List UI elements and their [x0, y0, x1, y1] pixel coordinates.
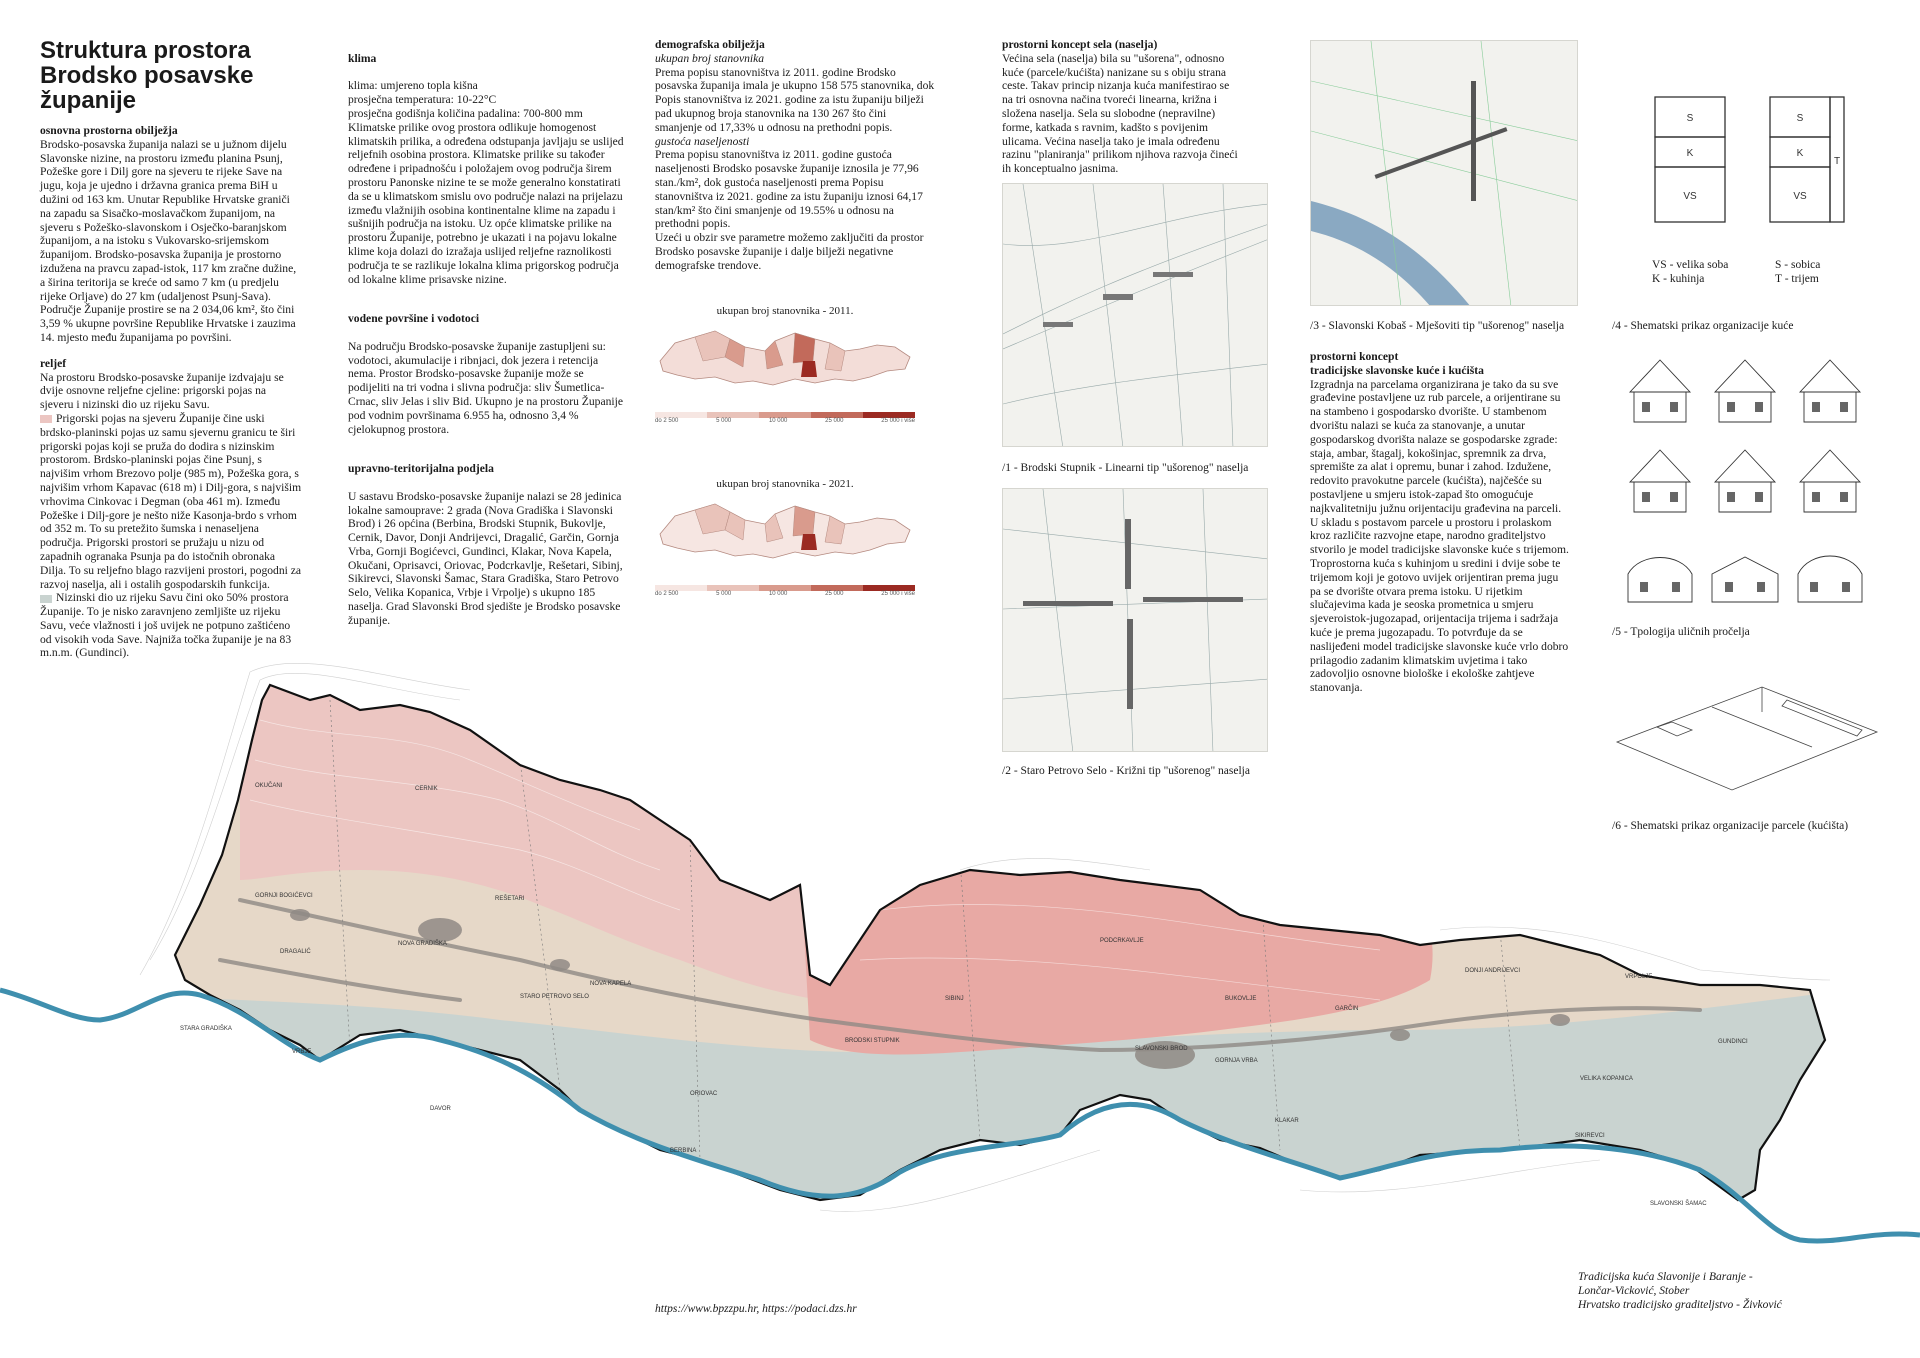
- svg-text:DRAGALIĆ: DRAGALIĆ: [280, 949, 311, 955]
- text-reljef: Na prostoru Brodsko-posavske županije izdvajaju se dvije osnovne reljefne cjeline: prigorski pojas na sjeveru i nizinski dio uz rijeku Savu.: [40, 370, 284, 412]
- svg-text:VS: VS: [1683, 191, 1697, 202]
- svg-text:DAVOR: DAVOR: [430, 1106, 451, 1112]
- svg-text:SLAVONSKI ŠAMAC: SLAVONSKI ŠAMAC: [1650, 1201, 1707, 1207]
- caption-2: /2 - Staro Petrovo Selo - Križni tip "ušorenog" naselja: [1002, 765, 1250, 777]
- svg-text:K: K: [1686, 148, 1694, 159]
- svg-text:VRPOLJE: VRPOLJE: [1625, 974, 1653, 980]
- svg-text:STARO PETROVO SELO: STARO PETROVO SELO: [520, 994, 589, 1000]
- caption-4: /4 - Shematski prikaz organizacije kuće: [1612, 320, 1794, 332]
- svg-text:S: S: [1686, 113, 1694, 124]
- map-brodski-stupnik: [1002, 183, 1268, 447]
- caption-3: /3 - Slavonski Kobaš - Mješoviti tip "ušorenog" naselja: [1310, 320, 1565, 332]
- caption-1: /1 - Brodski Stupnik - Linearni tip "ušorenog" naselja: [1002, 462, 1249, 474]
- svg-text:KLAKAR: KLAKAR: [1275, 1118, 1299, 1124]
- svg-text:CERNIK: CERNIK: [415, 786, 438, 792]
- column-klima: [348, 38, 626, 641]
- svg-text:K: K: [1796, 148, 1804, 159]
- plan-legend-left: VS - velika soba K - kuhinja: [1652, 259, 1729, 285]
- svg-text:BUKOVLJE: BUKOVLJE: [1225, 996, 1257, 1002]
- prigorski-swatch: [40, 415, 52, 423]
- svg-text:STARA GRADIŠKA: STARA GRADIŠKA: [180, 1026, 232, 1032]
- bibliography: Tradicijska kuća Slavonije i Baranje - Lončar-Vicković, Stober Hrvatsko tradicijsko graditeljstvo - Živković: [1578, 1271, 1782, 1311]
- heading-koncept-kuce-b: tradicijske slavonske kuće i kućišta: [1310, 363, 1484, 377]
- page-title: Struktura prostora Brodsko posavske županije: [40, 37, 254, 114]
- svg-text:GORNJI BOGIĆEVCI: GORNJI BOGIĆEVCI: [255, 893, 313, 899]
- svg-text:T: T: [1833, 156, 1841, 167]
- text-prigorski: Prigorski pojas na sjeveru Županije čine uski brdsko-planinski pojas uz samu sjevernu granicu te širi prigorski pojas koji se pruža do dodira s nizinskim prostorom. Brdsko-planinski pojas čine Psunj, s najvišim vrhom Brezovo polje (985 m), Požeška gora, s najvišim vrhom Kapavac (618 m) i Dilj-gora, s najvišim vrhovima Cinkovac i Degman (oba 461 m). Između Požeške i Dilj-gore je nešto niže Kasonja-brdo s vrhom od 352 m. To su pretežito šumska i nenaseljena područja. Prigorski prostori se pružaju u nizu od zapadnih ogranaka Psunja pa do istočnih obronaka Dilja. To su reljefno blago razvijeni prostori, pogodni za razvoj naselja, ali i ostalih gospodarskih funkcija.: [40, 411, 302, 591]
- heading-reljef: reljef: [40, 356, 67, 370]
- svg-text:SLAVONSKI BROD: SLAVONSKI BROD: [1135, 1046, 1188, 1052]
- source-links: https://www.bpzzpu.hr, https://podaci.dzs.hr: [655, 1303, 857, 1315]
- text-koncept-sela: Većina sela (naselja) bila su "ušorena", odnosno kuće (parcele/kućišta) nanizane su s obiju strana ceste. Takav princip nizanja kuća manifestirao se na tri osnovna načina tvoreći linearna, križna i složena naselja. Sela su slobodne (nepravilne) forme, katkada s ravnim, kadšto s povijenim ulicama. Većina naselja tako je imala određenu razinu "planiranja" prilikom njihova razvoja čineći ih konceptualno jasnima.: [1002, 51, 1238, 176]
- main-relief-map: [0, 640, 1920, 1340]
- svg-text:ORIOVAC: ORIOVAC: [690, 1091, 718, 1097]
- column-demografija: [655, 38, 935, 273]
- heading-koncept-sela: prostorni koncept sela (naselja): [1002, 38, 1158, 51]
- svg-text:SIBINJ: SIBINJ: [945, 996, 964, 1002]
- svg-text:VS: VS: [1793, 191, 1807, 202]
- map-2021-title: ukupan broj stanovnika - 2021.: [716, 478, 854, 490]
- svg-text:OKUČANI: OKUČANI: [255, 783, 283, 789]
- heading-demografija: demografska obilježja: [655, 38, 765, 51]
- map-2011-shape: [655, 321, 915, 401]
- heading-vode: vodene površine i vodotoci: [348, 312, 480, 326]
- text-osnovna: Brodsko-posavska županija nalazi se u južnom dijelu Slavonske nizine, na prostoru između planina Psunj, Požeške gore i Dilj gore na sjeveru te rijeke Save na jugu, koja je ujedno i državna granica prema BiH u dužini od 163 km. Unutar Republike Hrvatske graniči na zapadu sa Sisačko-moslavačkom županijom, na sjeveru s Požeško-slavonskom i Osječko-baranjskom županijom, a na istoku s Vukovarsko-srijemskom županijom. Brodsko-posavska županija je prostorno izdužena na pravcu zapad-istok, 117 km zračne dužine, a širina teritorija se kreće od samo 7 km (u predjelu rijeke Orljave) do 27 km (udaljenost Psunj-Sava). Područje Županije prostire se na 2 034,06 km², što čini 3,59 % ukupne površine Republike Hrvatske i zauzima 14. mjesto među županijama po površini.: [40, 137, 297, 344]
- subheading-broj: ukupan broj stanovnika: [655, 51, 765, 65]
- heading-upravno: upravno-teritorijalna podjela: [348, 462, 494, 476]
- svg-text:DONJI ANDRIJEVCI: DONJI ANDRIJEVCI: [1465, 968, 1521, 974]
- house-plans: [1650, 92, 1870, 232]
- facade-typology: [1620, 352, 1880, 612]
- text-gustoca: Prema popisu stanovništva iz 2011. godine gustoća naseljenosti Brodsko posavske županije iznosila je 77,96 stan./km², dok gustoća naseljenosti prema Popisu stanovništva iz 2021. godine za istu županiju iznosi 64,17 stan/km² što čini smanjenje od 19.55% u odnosu na prethodni popis.: [655, 148, 923, 231]
- heading-osnovna: osnovna prostorna obilježja: [40, 124, 178, 137]
- svg-text:GORNJA VRBA: GORNJA VRBA: [1215, 1058, 1258, 1064]
- svg-text:S: S: [1796, 113, 1804, 124]
- map-2011-legend-ticks: do 2 500 5 000 10 000 25 000 25 000 i više: [655, 418, 915, 424]
- svg-text:REŠETARI: REŠETARI: [495, 896, 525, 902]
- population-map-2011: [655, 305, 915, 424]
- text-zakljucak: Uzeći u obzir sve parametre možemo zaključiti da prostor Brodsko posavske županije i dalje bilježi negativne demografske trendove.: [655, 231, 924, 272]
- population-map-2021: [655, 478, 915, 597]
- text-broj: Prema popisu stanovništva iz 2011. godine Brodsko posavska županija imala je ukupno 158 575 stanovnika, dok Popis stanovništva iz 2021. godine za istu županiju bilježi pad ukupnog broja stanovnika na 130 267 što čini smanjenje od 17,33% u odnosu na prethodni popis.: [655, 65, 935, 134]
- map-2021-shape: [655, 494, 915, 574]
- svg-text:VELIKA KOPANICA: VELIKA KOPANICA: [1580, 1076, 1633, 1082]
- plan-legend-right: S - sobica T - trijem: [1775, 259, 1821, 285]
- svg-text:BRODSKI STUPNIK: BRODSKI STUPNIK: [845, 1038, 900, 1044]
- heading-klima: klima: [348, 51, 377, 65]
- text-klima: klima: umjereno topla kišna prosječna temperatura: 10-22°C prosječna godišnja količina padalina: 700-800 mm Klimatske prilike ovog prostora odlikuje homogenost klimatskih prilika, a određena odstupanja javljaju se uslijed reljefnih osobina prostora. Klimatske prilike su također određene i pripadnošću i položajem ovog područja širem prostoru Panonske nizine te se može generalno konstatirati da se u klimatskom smislu ovo područje nalazi na prijelazu između vlažnijih osobina kontinentalne klime na zapadu i sušnijih područja na istoku. Uz opće klimatske prilike na prostoru Županije, potrebno je ukazati i na pojavu lokalne klime koja dolazi do izražaja uslijed reljefne raznolikosti područja te se razlikuje lokalna klima prigorskog područja od lokalne klime prisavske nizine.: [348, 79, 624, 286]
- nizinski-swatch: [40, 595, 52, 603]
- map-slavonski-kobas: [1310, 40, 1578, 306]
- column-koncept-sela: [1002, 38, 1242, 176]
- svg-text:BERBINA: BERBINA: [670, 1148, 697, 1154]
- svg-text:NOVA KAPELA: NOVA KAPELA: [590, 981, 632, 987]
- text-koncept-kuce: Izgradnja na parcelama organizirana je tako da su sve građevine postavljene uz rub parcele, a orijentirane su na stambeno i gospodarsko dvorište. U stambenom dvorištu nalazi se kuća za stanovanje, a unutar gospodarskog dvorišta nalaze se gospodarske zgrade: staja, ambar, štagalj, kokošinjac, spremnik za drva, spremište za alat i opremu, bunar i zahod. Izdužene, redovito pravokutne parcele (kućišta), najčešće su postavljene u smjeru istok-zapad što omogućuje najkvalitetniju južnu orijentaciju građevina na parceli. U skladu s postavom parcele u prostoru i prolaskom kroz različite razvojne etape, narodno graditeljstvo stvorilo je model tradicijske slavonske kuće s trijemom. Troprostorna kuća s kuhinjom u sredini i dvije sobe te trijemom koji je gotovo uvijek orijentiran prema jugu pa se dvorište otvara prema istoku. U rijetkim slučajevima kada je seoska prometnica u smjeru sjeveroistok-jugozapad, orijentacija trijema i sadržaja kuće je prema jugozapadu. To potvrđuje da se naslijeđeni model tradicijske slavonske kuće vrlo dobro prilagodio zadanim klimatskim uvjetima i tako zadovoljio osnovne biološke i ekološke zahtjeve stanovanja.: [1310, 377, 1569, 695]
- text-vode: Na području Brodsko-posavske županije zastupljeni su: vodotoci, akumulacije i ribnjaci, dok jezera i retencija nema. Prostor Brodsko-posavske županije može se podijeliti na tri vodna i slivna područja: sliv Šumetlica-Crnac, sliv Jelas i sliv Bid. Ukupno je na prostoru Županije pod vodnim površinama 6.955 ha, odnosno 3,4 % cjelokupnog prostora.: [348, 339, 623, 436]
- map-2011-title: ukupan broj stanovnika - 2011.: [716, 305, 854, 317]
- svg-text:PODCRKAVLJE: PODCRKAVLJE: [1100, 938, 1144, 944]
- svg-text:VRBJE: VRBJE: [292, 1049, 312, 1055]
- map-2021-legend-ticks: do 2 500 5 000 10 000 25 000 25 000 i više: [655, 591, 915, 597]
- svg-text:GUNDINCI: GUNDINCI: [1718, 1039, 1748, 1045]
- caption-5: /5 - Tpologija uličnih pročelja: [1612, 626, 1750, 638]
- svg-text:SIKIREVCI: SIKIREVCI: [1575, 1133, 1605, 1139]
- heading-koncept-kuce-a: prostorni koncept: [1310, 350, 1399, 363]
- svg-text:NOVA GRADIŠKA: NOVA GRADIŠKA: [398, 941, 447, 947]
- caption-6: /6 - Shematski prikaz organizacije parcele (kućišta): [1612, 820, 1849, 832]
- text-nizinski: Nizinski dio uz rijeku Savu čini oko 50% prostora Županije. To je nisko zaravnjeno zemljište uz rijeku Savu, veće vlažnosti i još uvijek ne potpuno zaštićeno od visokih voda Save. Najniža točka županije je na 83 m.n.m. (Gundinci).: [40, 591, 292, 660]
- column-osnovna: [40, 124, 302, 660]
- subheading-gustoca: gustoća naseljenosti: [655, 134, 750, 148]
- text-upravno: U sastavu Brodsko-posavske županije nalazi se 28 jedinica lokalne samouprave: 2 grada (Nova Gradiška i Slavonski Brod) i 26 općina (Berbina, Brodski Stupnik, Bukovlje, Cernik, Davor, Donji Andrijevci, Dragalić, Garčin, Gornja Vrba, Gornji Bogićevci, Gundinci, Klakar, Nova Kapela, Okučani, Oprisavci, Oriovac, Podcrkavlje, Rešetari, Sibinj, Sikirevci, Slavonski Šamac, Stara Gradiška, Staro Petrovo Selo, Velika Kopanica, Vrbje i Vrpolje) s ukupno 185 naselja. Grad Slavonski Brod sjedište je Brodsko posavske županije.: [348, 489, 623, 627]
- svg-text:GARČIN: GARČIN: [1335, 1006, 1359, 1012]
